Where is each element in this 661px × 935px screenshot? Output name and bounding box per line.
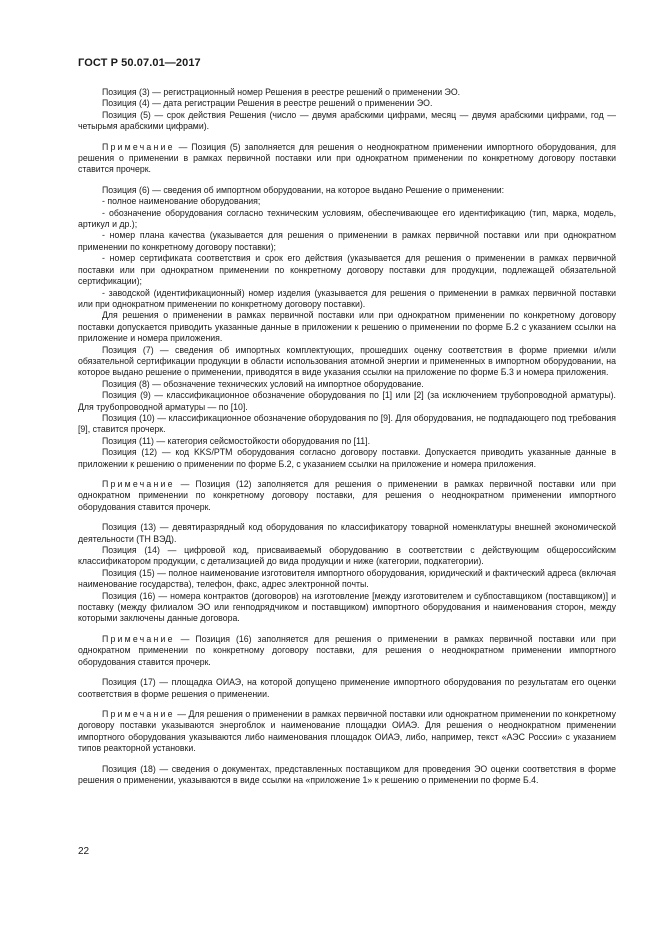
body-paragraph (78, 98, 616, 109)
paragraph-text: Позиция (8) — обозначение технических условий на импортное оборудование. (102, 378, 424, 389)
body-paragraph (78, 310, 616, 344)
body-paragraph (78, 545, 616, 568)
body-paragraph (78, 413, 616, 436)
paragraph-text: — Позиция (5) заполняется для решения о неоднократном применении импортного оборудования, для решения о применении в рамках первичной поставки или при однократном применении по конкретному договору поставки ставится прочерк. (78, 141, 616, 175)
paragraph-text: Позиция (15) — полное наименование изготовителя импортного оборудования, юридический и фактический адреса (включая наименование государства), телефон, факс, адрес электронной почты. (78, 567, 616, 590)
note-paragraph (78, 479, 616, 513)
body-paragraph (78, 379, 616, 390)
note-paragraph (78, 709, 616, 755)
body-paragraph (78, 110, 616, 133)
note-label: Примечание (102, 479, 175, 489)
page-number: 22 (78, 846, 90, 857)
note-paragraph (78, 142, 616, 176)
paragraph-text: - номер сертификата соответствия и срок его действия (указывается для решения о применении в рамках первичной поставки или при однократном применении по конкретному договору поставки для продукции, подлежащей обязательной сертификации); (78, 253, 616, 287)
body-paragraph (78, 677, 616, 700)
body-paragraph (78, 87, 616, 98)
body-paragraph (78, 764, 616, 787)
paragraph-text: - полное наименование оборудования; (102, 196, 261, 207)
note-label: Примечание (102, 141, 175, 152)
paragraph-text: Позиция (10) — классификационное обозначение оборудования по [9]. Для оборудования, не подпадающего под требования [9], ставится прочерк. (78, 412, 616, 435)
body-paragraph (78, 185, 616, 196)
note-label: Примечание (102, 708, 175, 719)
body-paragraph (78, 436, 616, 447)
paragraph-text: — Позиция (12) заполняется для решения о применении в рамках первичной поставки или при однократном применении по конкретному договору поставки, для решения о неоднократном применении импортного оборудования ставится прочерк. (78, 479, 616, 512)
body-paragraph (78, 591, 616, 625)
paragraph-text: — Позиция (16) заполняется для решения о применении в рамках первичной поставки или при однократном применении по конкретному договору поставки, для решения о неоднократном применении импортного оборудования ставится прочерк. (78, 633, 616, 667)
body-paragraph (78, 447, 616, 470)
paragraph-text: — Для решения о применении в рамках первичной поставки или однократном применении по конкретному договору поставки указываются энергоблок и наименование площадки ОИАЭ. Для решения о неоднократном применении импортного оборудования указываются либо наименования площадок ОИАЭ, либо, например, текст «АЭС России» с указанием типов реакторной установки. (78, 708, 616, 754)
paragraph-text: Позиция (18) — сведения о документах, представленных поставщиком для проведения ЭО оценки соответствия в форме решения о применении, указываются в виде ссылки на «приложение 1» к решению о применении по форме Б.4. (78, 763, 616, 785)
paragraph-text: - номер плана качества (указывается для решения о применении в рамках первичной поставки или при однократном применении по конкретному договору поставки); (78, 230, 616, 252)
document-body (78, 87, 616, 786)
paragraph-text: Позиция (14) — цифровой код, присваиваемый оборудованию в соответствии с действующим общероссийским классификатором продукции, с детализацией до вида продукции и ниже (категории, подкатегории). (78, 545, 616, 567)
body-paragraph (78, 568, 616, 591)
paragraph-text: Позиция (6) — сведения об импортном оборудовании, на которое выдано Решение о применении: (102, 184, 505, 195)
paragraph-text: Для решения о применении в рамках первичной поставки или при однократном применении по конкретному договору поставки допускается приводить указанные данные в приложении к решению о применении по форме Б.2 с указанием ссылки на приложение и номера приложения. (78, 310, 616, 344)
paragraph-text: Позиция (3) — регистрационный номер Решения в реестре решений о применении ЭО. (102, 87, 461, 97)
paragraph-text: Позиция (4) — дата регистрации Решения в реестре решений о применении ЭО. (102, 98, 433, 109)
body-paragraph (78, 208, 616, 231)
paragraph-text: Позиция (12) — код KKS/PTM оборудования согласно договору поставки. Допускается приводить указанные данные в приложении к решению о применении по форме Б.2, с указанием ссылки на приложение и номера приложения. (78, 447, 616, 469)
note-paragraph (78, 634, 616, 668)
body-paragraph (78, 196, 616, 207)
note-label: Примечание (102, 633, 175, 644)
body-paragraph (78, 390, 616, 413)
paragraph-text: Позиция (17) — площадка ОИАЭ, на которой допущено применение импортного оборудования по результатам его оценки соответствия в форме решения о применении. (78, 677, 616, 699)
body-paragraph (78, 253, 616, 287)
paragraph-text: - заводской (идентификационный) номер изделия (указывается для решения о применении в рамках первичной поставки или при однократном применении по конкретному договору поставки). (78, 287, 616, 309)
body-paragraph (78, 288, 616, 311)
paragraph-text: - обозначение оборудования согласно техническим условиям, обеспечивающее его идентификацию (тип, марка, модель, артикул и др.); (78, 207, 616, 230)
paragraph-text: Позиция (9) — классификационное обозначение оборудования по [1] или [2] (за исключением трубопроводной арматуры). Для трубопроводной арматуры — по [10]. (78, 390, 616, 412)
document-header: ГОСТ Р 50.07.01—2017 (78, 57, 201, 69)
body-paragraph (78, 230, 616, 253)
paragraph-text: Позиция (16) — номера контрактов (договоров) на изготовление [между изготовителем и субпоставщиком (поставщиком)] и поставку (между филиалом ЭО или генподрядчиком и поставщиком) импортного оборудования и наименования сторон, между которыми заключены данные договора. (78, 590, 616, 624)
paragraph-text: Позиция (7) — сведения об импортных комплектующих, прошедших оценку соответствия в форме приемки и/или обязательной сертификации продукции в области использования атомной энергии и примененных в импортном оборудовании, на которое выдано решение о применении, приводятся в виде указания ссылки на приложение по форме Б.3 и номера приложения. (78, 344, 616, 378)
paragraph-text: Позиция (5) — срок действия Решения (число — двумя арабскими цифрами, месяц — двумя арабскими цифрами, год — четырьмя арабскими цифрами). (78, 109, 616, 132)
body-paragraph (78, 345, 616, 379)
body-paragraph (78, 522, 616, 545)
paragraph-text: Позиция (13) — девятиразрядный код оборудования по классификатору товарной номенклатуры внешней экономической деятельности (ТН ВЭД). (78, 522, 616, 544)
paragraph-text: Позиция (11) — категория сейсмостойкости оборудования по [11]. (102, 435, 371, 446)
